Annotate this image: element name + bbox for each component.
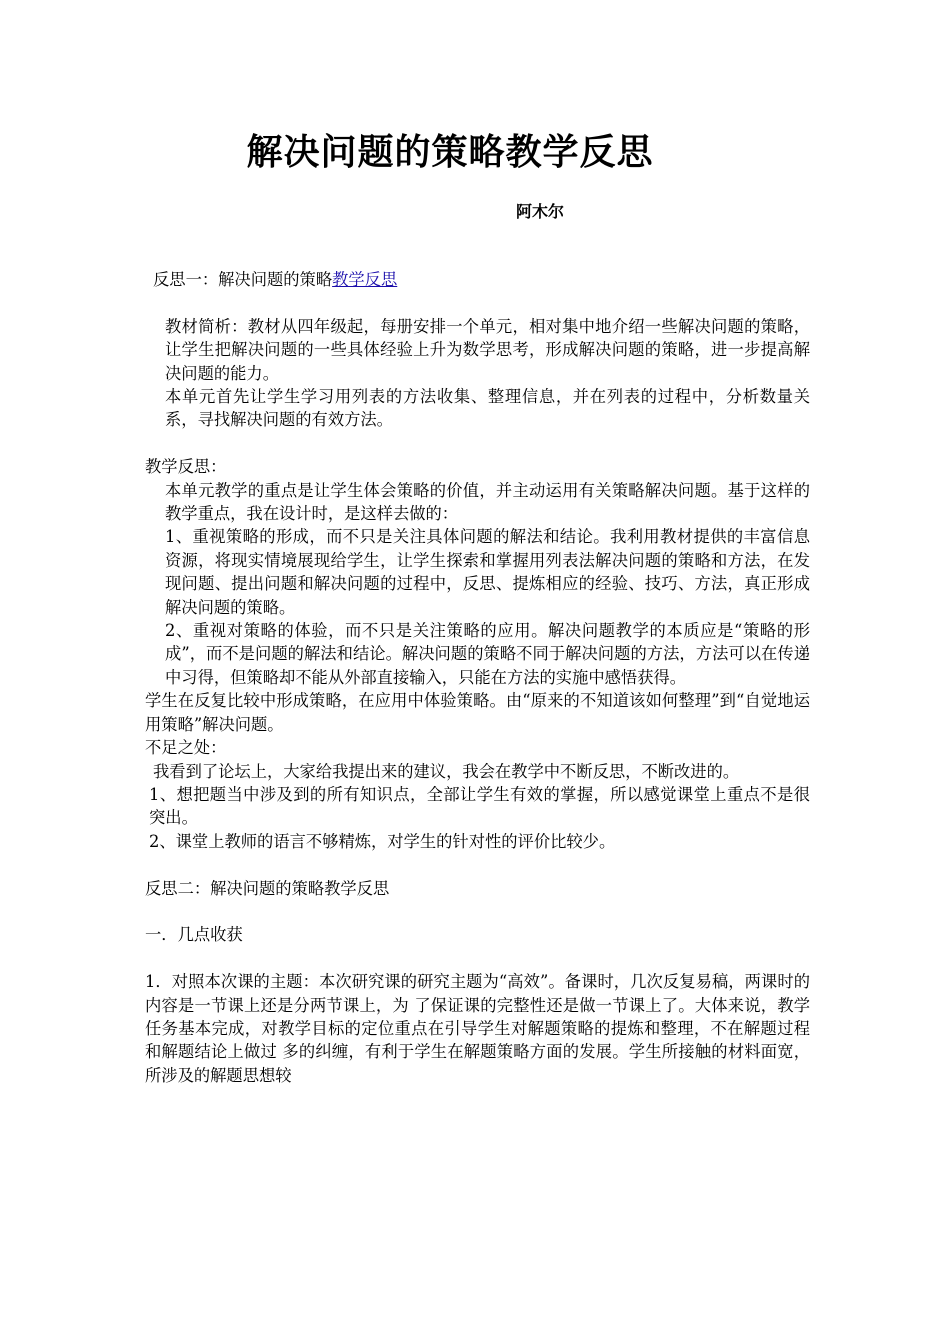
document-title: 解决问题的策略教学反思 bbox=[246, 132, 654, 173]
reflection-intro-paragraph: 本单元教学的重点是让学生体会策略的价值，并主动运用有关策略解决问题。基于这样的教学重点，我在设计时，是这样去做的： bbox=[165, 480, 810, 524]
reflection-point-1: 1、重视策略的形成，而不只是关注具体问题的解法和结论。我利用教材提供的丰富信息资源，将现实情境展现给学生，让学生探索和掌握用列表法解决问题的策略和方法，在发现问题、提出问题和解决问题的过程中，反思、提炼相应的经验、技巧、方法，真正形成解决问题的策略。 bbox=[165, 527, 810, 617]
material-intro-paragraph: 教材简析：教材从四年级起，每册安排一个单元，相对集中地介绍一些解决问题的策略，让学生把解决问题的一些具体经验上升为数学思考，形成解决问题的策略，进一步提高解决问题的能力。 bbox=[165, 316, 810, 383]
spacer bbox=[145, 432, 810, 455]
spacer bbox=[145, 900, 810, 923]
section1-heading bbox=[145, 268, 810, 291]
spacer bbox=[145, 947, 810, 970]
gain-item-1: 1．对照本次课的主题：本次研究课的研究主题为“高效”。备课时，几次反复易稿，两课时的内容是一节课上还是分两节课上，为 了保证课的完整性还是做一节课上了。大体来说，教学任务基本完成，对教学目标的定位重点在引导学生对解题策略的提炼和整理，不在解题过程和解题结论上做过 多的纠缠，有利于学生在解题策略方面的发展。学生所接触的材料面宽，所涉及的解题思想较 bbox=[145, 972, 810, 1085]
reflection-point-2: 2、重视对策略的体验，而不只是关注策略的应用。解决问题教学的本质应是“策略的形成”，而不是问题的解法和结论。解决问题的策略不同于解决问题的方法，方法可以在传递中习得，但策略却不能从外部直接输入，只能在方法的实施中感悟获得。 bbox=[165, 621, 810, 687]
section1-heading-text: 反思一：解决问题的策略 bbox=[153, 270, 333, 289]
reflection-label: 教学反思： bbox=[145, 457, 227, 477]
gains-label: 一．几点收获 bbox=[145, 925, 243, 945]
spacer bbox=[145, 853, 810, 876]
shortcoming-label: 不足之处： bbox=[145, 738, 227, 758]
document-body bbox=[145, 268, 810, 1087]
spacer bbox=[145, 291, 810, 314]
teaching-reflection-link[interactable]: 教学反思 bbox=[332, 270, 398, 289]
document-author: 阿木尔 bbox=[516, 202, 565, 221]
unit-intro-paragraph: 本单元首先让学生学习用列表的方法收集、整理信息，并在列表的过程中，分析数量关系，寻找解决问题的有效方法。 bbox=[165, 387, 810, 430]
section2-heading: 反思二：解决问题的策略教学反思 bbox=[145, 878, 390, 898]
shortcoming-item-2: 2、课堂上教师的语言不够精炼，对学生的针对性的评价比较少。 bbox=[149, 831, 616, 851]
shortcoming-item-1: 1、想把题当中涉及到的所有知识点，全部让学生有效的掌握，所以感觉课堂上重点不是很突出。 bbox=[149, 784, 810, 828]
shortcoming-intro: 我看到了论坛上，大家给我提出来的建议，我会在教学中不断反思，不断改进的。 bbox=[153, 761, 740, 781]
reflection-point-2-continued: 学生在反复比较中形成策略，在应用中体验策略。由“原来的不知道该如何整理”到“自觉地运用策略”解决问题。 bbox=[145, 691, 810, 734]
